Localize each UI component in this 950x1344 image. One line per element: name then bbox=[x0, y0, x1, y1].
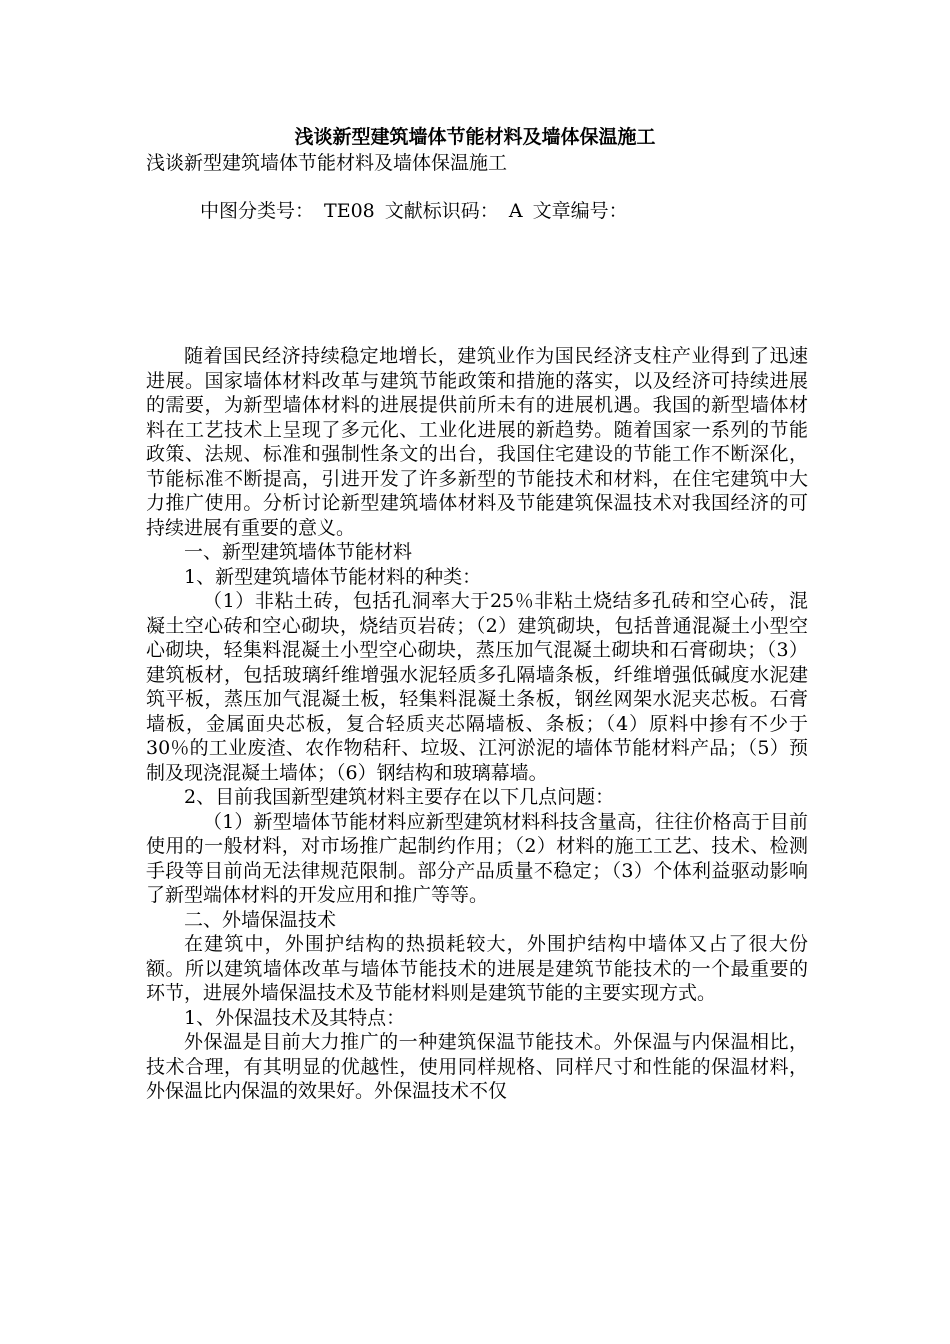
section-heading-1: 一、新型建筑墙体节能材料 bbox=[184, 541, 413, 563]
subsection-heading-2-1: 1、外保温技术及其特点： bbox=[184, 1006, 406, 1029]
paragraph-external-insulation: 外保温是目前大力推广的一种建筑保温节能技术。外保温与内保温相比，技术合理，有其明显的优越性，使用同样规格、同样尺寸和性能的保温材料，外保温比内保温的效果好。外保温技术不仅 bbox=[146, 1031, 808, 1102]
paragraph-insulation-intro: 在建筑中，外围护结构的热损耗较大，外围护结构中墙体又占了很大份额。所以建筑墙体改革与墙体节能技术的进展是建筑节能技术的一个最重要的环节，进展外墙保温技术及节能材料则是建筑节能的主要实现方式。 bbox=[146, 933, 808, 1004]
document-body bbox=[146, 344, 808, 1104]
subsection-heading-1-2: 2、目前我国新型建筑材料主要存在以下几点问题： bbox=[184, 786, 615, 808]
subsection-heading-1-1: 1、新型建筑墙体节能材料的种类： bbox=[184, 565, 482, 588]
document-title: 浅谈新型建筑墙体节能材料及墙体保温施工 bbox=[294, 126, 656, 148]
section-heading-2: 二、外墙保温技术 bbox=[184, 908, 337, 931]
paragraph-intro: 随着国民经济持续稳定地增长，建筑业作为国民经济支柱产业得到了迅速进展。国家墙体材料改革与建筑节能政策和措施的落实，以及经济可持续进展的需要，为新型墙体材料的进展提供前所未有的进展机遇。我国的新型墙体材料在工艺技术上呈现了多元化、工业化进展的新趋势。随着国家一系列的节能政策、法规、标准和强制性条文的出台，我国住宅建设的节能工作不断深化，节能标准不断提高，引进开发了许多新型的节能技术和材料，在住宅建筑中大力推广使用。分析讨论新型建筑墙体材料及节能建筑保温技术对我国经济的可持续进展有重要的意义。 bbox=[146, 345, 808, 539]
paragraph-problems: （1）新型墙体节能材料应新型建筑材料科技含量高，往往价格高于目前使用的一般材料，对市场推广起制约作用；（2）材料的施工工艺、技术、检测手段等目前尚无法律规范限制。部分产品质量不稳定；（3）个体利益驱动影响了新型端体材料的开发应用和推广等等。 bbox=[146, 810, 808, 906]
classification-line: 中图分类号： TE08 文献标识码： A 文章编号： bbox=[200, 200, 628, 222]
paragraph-material-types: （1）非粘土砖，包括孔洞率大于25％非粘土烧结多孔砖和空心砖，混凝土空心砖和空心砌块，烧结页岩砖；（2）建筑砌块，包括普通混凝土小型空心砌块，轻集料混凝土小型空心砌块，蒸压加气混凝土砌块和石膏砌块；（3）建筑板材，包括玻璃纤维增强水泥轻质多孔隔墙条板，纤维增强低碱度水泥建筑平板，蒸压加气混凝土板，轻集料混凝土条板，钢丝网架水泥夹芯板。石膏墙板，金属面央芯板，复合轻质夹芯隔墙板、条板；（4）原料中掺有不少于30％的工业废渣、农作物秸秆、垃圾、江河淤泥的墙体节能材料产品；（5）预制及现浇混凝土墙体；（6）钢结构和玻璃幕墙。 bbox=[146, 590, 808, 784]
document-subtitle: 浅谈新型建筑墙体节能材料及墙体保温施工 bbox=[146, 152, 508, 174]
